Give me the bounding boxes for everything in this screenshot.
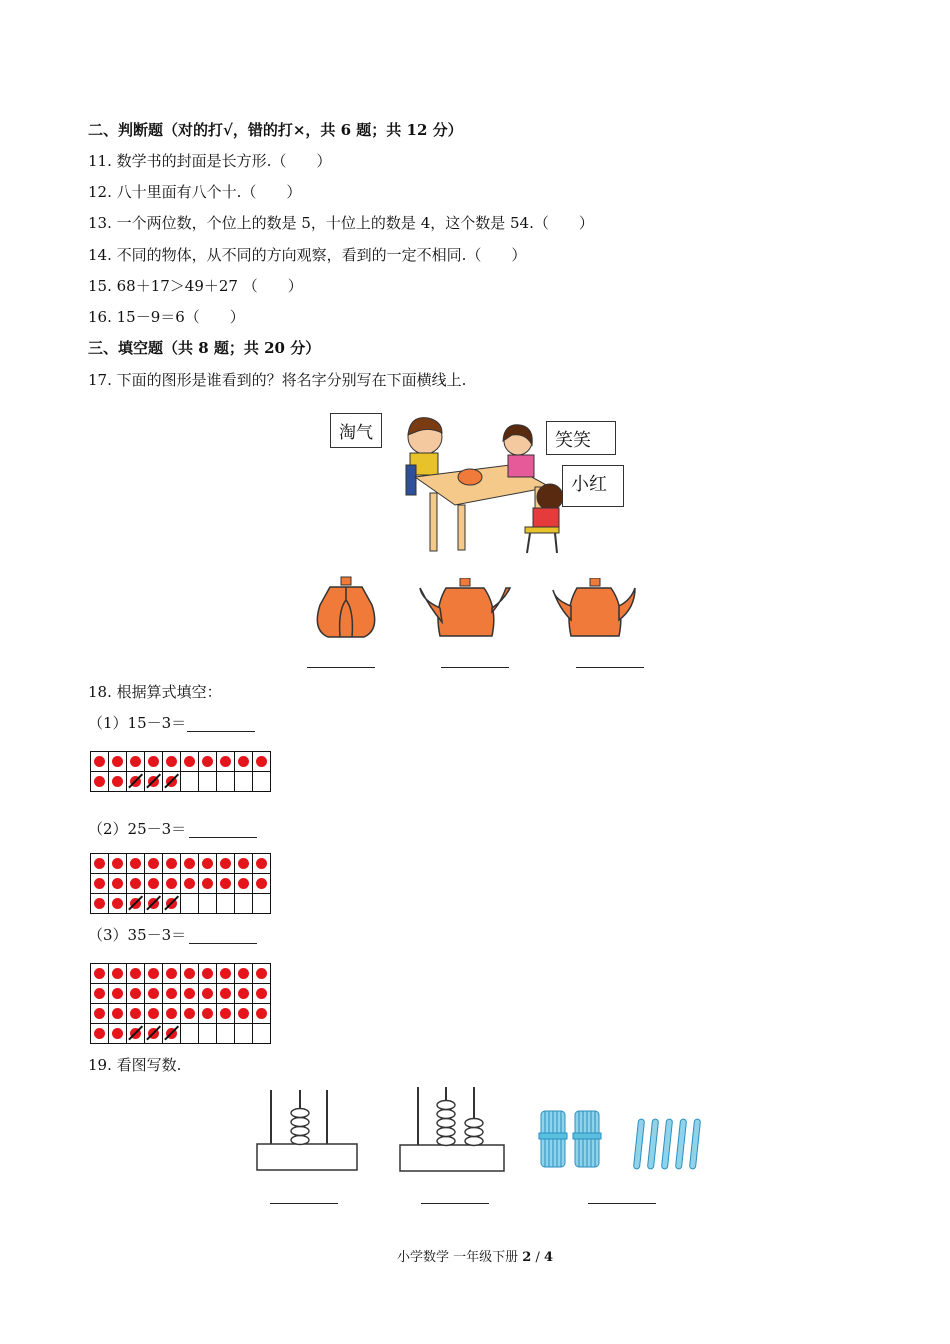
red-dot — [166, 858, 177, 869]
grid-cell — [181, 984, 199, 1004]
question-17: 17. 下面的图形是谁看到的？将名字分别写在下面横线上. — [88, 371, 467, 389]
grid-cell — [181, 752, 199, 772]
crossed-dot — [166, 776, 177, 787]
grid-cell — [145, 752, 163, 772]
red-dot — [94, 1028, 105, 1039]
stick-bundles — [535, 1105, 607, 1173]
grid-cell — [127, 752, 145, 772]
red-dot — [94, 1008, 105, 1019]
grid-cell — [127, 874, 145, 894]
grid-cell — [199, 1004, 217, 1024]
red-dot — [148, 858, 159, 869]
page-total: 4 — [543, 1250, 554, 1265]
grid-cell — [181, 874, 199, 894]
red-dot — [130, 968, 141, 979]
grid-cell — [253, 854, 271, 874]
grid-cell — [109, 1004, 127, 1024]
red-dot — [166, 878, 177, 889]
grid-cell — [253, 874, 271, 894]
grid-cell — [145, 772, 163, 792]
red-dot — [130, 988, 141, 999]
abacus-2 — [398, 1085, 506, 1173]
page-current: 2 — [522, 1250, 532, 1265]
grid-cell — [235, 752, 253, 772]
red-dot — [256, 968, 267, 979]
grid-cell — [199, 964, 217, 984]
red-dot — [94, 878, 105, 889]
grid-cell — [253, 1004, 271, 1024]
grid-cell — [217, 772, 235, 792]
grid-cell — [217, 1024, 235, 1044]
red-dot — [94, 776, 105, 787]
grid-cell — [109, 854, 127, 874]
answer-blank-18-2[interactable] — [189, 837, 257, 838]
page-separator: / — [531, 1250, 544, 1265]
grid-cell — [91, 854, 109, 874]
red-dot — [112, 878, 123, 889]
section-2-heading: 二、判断题（对的打√，错的打×，共 6 题；共 12 分） — [88, 121, 463, 139]
red-dot — [166, 968, 177, 979]
red-dot — [220, 756, 231, 767]
grid-row — [91, 1004, 271, 1024]
grid-cell — [181, 1024, 199, 1044]
crossed-dot — [130, 898, 141, 909]
grid-cell — [163, 984, 181, 1004]
grid-cell — [181, 854, 199, 874]
grid-cell — [217, 1004, 235, 1024]
grid-cell — [163, 854, 181, 874]
grid-cell — [181, 772, 199, 792]
crossed-dot — [166, 898, 177, 909]
table-scene-illustration — [400, 405, 570, 565]
question-13: 13. 一个两位数，个位上的数是 5，十位上的数是 4，这个数是 54.（ ） — [88, 214, 594, 232]
name-label-taoqi: 淘气 — [330, 413, 382, 448]
grid-cell — [109, 964, 127, 984]
question-14: 14. 不同的物体，从不同的方向观察，看到的一定不相同.（ ） — [88, 246, 527, 264]
grid-row — [91, 1024, 271, 1044]
red-dot — [184, 858, 195, 869]
red-dot — [166, 1008, 177, 1019]
question-18: 18. 根据算式填空： — [88, 683, 222, 701]
grid-cell — [235, 1024, 253, 1044]
red-dot — [202, 968, 213, 979]
grid-cell — [181, 964, 199, 984]
crossed-dot — [130, 1028, 141, 1039]
grid-cell — [253, 984, 271, 1004]
grid-cell — [199, 1024, 217, 1044]
grid-cell — [235, 984, 253, 1004]
q18-part-2-label: （2）25－3＝ — [88, 820, 187, 838]
grid-cell — [91, 772, 109, 792]
red-dot — [184, 988, 195, 999]
q18-part-3-label: （3）35－3＝ — [88, 926, 187, 944]
grid-cell — [199, 854, 217, 874]
red-dot — [220, 1008, 231, 1019]
grid-cell — [217, 894, 235, 914]
grid-cell — [181, 1004, 199, 1024]
grid-cell — [253, 752, 271, 772]
grid-cell — [127, 854, 145, 874]
crossed-dot — [148, 1028, 159, 1039]
grid-cell — [163, 772, 181, 792]
red-dot — [112, 988, 123, 999]
grid-cell — [91, 984, 109, 1004]
page-footer — [0, 1246, 950, 1265]
counting-grid-15 — [90, 751, 271, 792]
red-dot — [184, 756, 195, 767]
question-11: 11. 数学书的封面是长方形.（ ） — [88, 152, 332, 170]
grid-cell — [217, 874, 235, 894]
red-dot — [94, 858, 105, 869]
counting-grid-25 — [90, 853, 271, 914]
grid-row — [91, 854, 271, 874]
grid-cell — [217, 854, 235, 874]
answer-blank-17c[interactable] — [576, 667, 644, 668]
grid-cell — [199, 772, 217, 792]
grid-cell — [253, 894, 271, 914]
red-dot — [148, 878, 159, 889]
red-dot — [112, 858, 123, 869]
grid-cell — [127, 964, 145, 984]
grid-row — [91, 964, 271, 984]
grid-cell — [235, 874, 253, 894]
q18-part-1-label: （1）15－3＝ — [88, 714, 187, 732]
grid-cell — [145, 894, 163, 914]
crossed-dot — [148, 776, 159, 787]
red-dot — [238, 1008, 249, 1019]
red-dot — [112, 968, 123, 979]
red-dot — [256, 878, 267, 889]
name-label-xiaohong: 小红 — [562, 465, 624, 507]
red-dot — [112, 898, 123, 909]
grid-cell — [163, 1024, 181, 1044]
red-dot — [112, 1008, 123, 1019]
grid-cell — [145, 1024, 163, 1044]
red-dot — [94, 968, 105, 979]
grid-cell — [127, 894, 145, 914]
red-dot — [166, 988, 177, 999]
section-3-heading: 三、填空题（共 8 题；共 20 分） — [88, 339, 321, 357]
answer-blank-19a[interactable] — [270, 1203, 338, 1204]
grid-cell — [91, 874, 109, 894]
grid-cell — [91, 1024, 109, 1044]
grid-cell — [91, 894, 109, 914]
grid-cell — [109, 984, 127, 1004]
answer-blank-18-3[interactable] — [189, 943, 257, 944]
red-dot — [202, 858, 213, 869]
red-dot — [130, 1008, 141, 1019]
red-dot — [112, 1028, 123, 1039]
red-dot — [94, 988, 105, 999]
red-dot — [94, 756, 105, 767]
red-dot — [148, 756, 159, 767]
grid-cell — [127, 984, 145, 1004]
red-dot — [166, 756, 177, 767]
grid-cell — [235, 1004, 253, 1024]
grid-cell — [145, 854, 163, 874]
red-dot — [148, 988, 159, 999]
red-dot — [256, 988, 267, 999]
grid-cell — [127, 772, 145, 792]
grid-cell — [127, 1024, 145, 1044]
red-dot — [220, 878, 231, 889]
red-dot — [256, 1008, 267, 1019]
grid-cell — [235, 894, 253, 914]
red-dot — [256, 756, 267, 767]
red-dot — [130, 756, 141, 767]
red-dot — [238, 878, 249, 889]
name-label-xiaoxiao: 笑笑 — [546, 421, 616, 455]
grid-cell — [91, 752, 109, 772]
red-dot — [130, 858, 141, 869]
crossed-dot — [148, 898, 159, 909]
grid-cell — [145, 1004, 163, 1024]
grid-cell — [217, 964, 235, 984]
grid-row — [91, 874, 271, 894]
question-16: 16. 15－9＝6（ ） — [88, 308, 245, 326]
crossed-dot — [130, 776, 141, 787]
grid-cell — [145, 964, 163, 984]
red-dot — [220, 858, 231, 869]
red-dot — [220, 988, 231, 999]
red-dot — [220, 968, 231, 979]
grid-row — [91, 894, 271, 914]
red-dot — [184, 1008, 195, 1019]
crossed-dot — [166, 1028, 177, 1039]
red-dot — [130, 878, 141, 889]
grid-cell — [145, 984, 163, 1004]
answer-blank-19b[interactable] — [421, 1203, 489, 1204]
red-dot — [256, 858, 267, 869]
red-dot — [112, 776, 123, 787]
grid-cell — [199, 874, 217, 894]
grid-cell — [163, 752, 181, 772]
grid-cell — [91, 1004, 109, 1024]
question-15: 15. 68＋17＞49＋27 （ ） — [88, 277, 303, 295]
teapot-front-view — [310, 575, 382, 640]
grid-cell — [91, 964, 109, 984]
red-dot — [112, 756, 123, 767]
red-dot — [202, 988, 213, 999]
red-dot — [202, 1008, 213, 1019]
grid-cell — [127, 1004, 145, 1024]
question-19: 19. 看图写数. — [88, 1056, 182, 1074]
grid-cell — [199, 752, 217, 772]
red-dot — [148, 968, 159, 979]
grid-cell — [109, 874, 127, 894]
red-dot — [238, 858, 249, 869]
answer-blank-19c[interactable] — [588, 1203, 656, 1204]
red-dot — [184, 878, 195, 889]
grid-cell — [163, 874, 181, 894]
grid-cell — [163, 964, 181, 984]
grid-cell — [217, 984, 235, 1004]
grid-cell — [199, 984, 217, 1004]
red-dot — [238, 968, 249, 979]
teapot-side-view-right — [551, 578, 637, 640]
grid-cell — [109, 752, 127, 772]
teapot-side-view-left — [418, 578, 514, 640]
red-dot — [184, 968, 195, 979]
grid-cell — [235, 772, 253, 792]
red-dot — [202, 878, 213, 889]
grid-cell — [163, 1004, 181, 1024]
grid-cell — [145, 874, 163, 894]
answer-blank-17b[interactable] — [441, 667, 509, 668]
grid-cell — [109, 772, 127, 792]
grid-cell — [235, 964, 253, 984]
red-dot — [202, 756, 213, 767]
grid-cell — [217, 752, 235, 772]
red-dot — [238, 756, 249, 767]
footer-text: 小学数学 一年级下册 — [396, 1250, 519, 1265]
counting-grid-35 — [90, 963, 271, 1044]
answer-blank-18-1[interactable] — [187, 731, 255, 732]
grid-cell — [199, 894, 217, 914]
answer-blank-17a[interactable] — [307, 667, 375, 668]
grid-cell — [109, 1024, 127, 1044]
grid-cell — [109, 894, 127, 914]
abacus-1 — [255, 1088, 359, 1172]
grid-row — [91, 772, 271, 792]
grid-cell — [235, 854, 253, 874]
red-dot — [148, 1008, 159, 1019]
grid-row — [91, 984, 271, 1004]
grid-cell — [253, 772, 271, 792]
grid-cell — [253, 964, 271, 984]
grid-cell — [163, 894, 181, 914]
single-sticks — [630, 1115, 702, 1173]
red-dot — [94, 898, 105, 909]
grid-cell — [181, 894, 199, 914]
grid-cell — [253, 1024, 271, 1044]
question-12: 12. 八十里面有八个十.（ ） — [88, 183, 302, 201]
red-dot — [238, 988, 249, 999]
grid-row — [91, 752, 271, 772]
